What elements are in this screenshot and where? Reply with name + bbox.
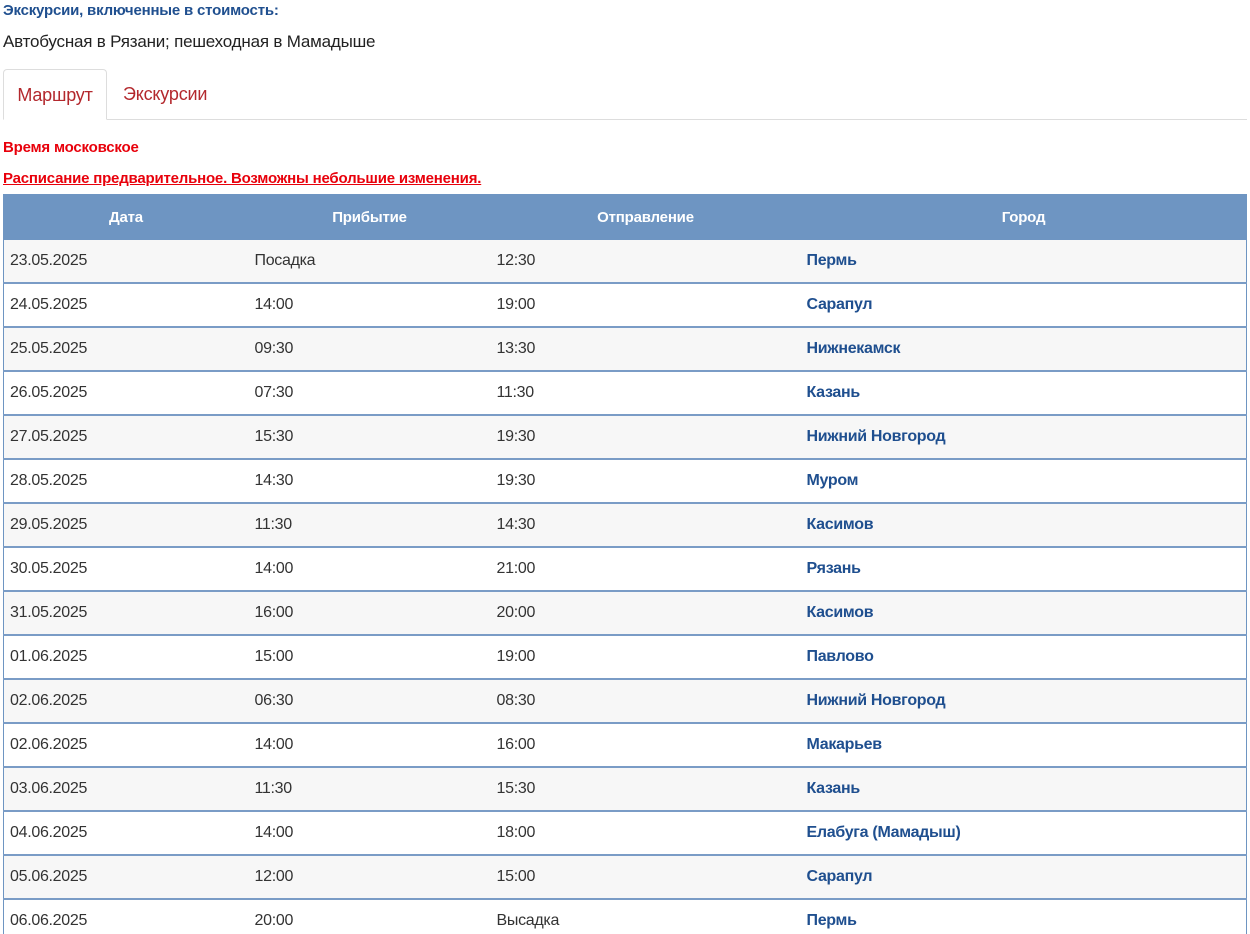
column-header-departure: Отправление [491, 195, 801, 240]
table-row [4, 635, 1247, 679]
cell-arrival: 14:30 [249, 459, 491, 503]
cell-departure: 13:30 [491, 327, 801, 371]
column-header-city: Город [801, 195, 1247, 240]
cell-departure: 16:00 [491, 723, 801, 767]
cell-departure: 21:00 [491, 547, 801, 591]
table-header-row [4, 195, 1247, 240]
tab-excursions[interactable]: Экскурсии [123, 84, 208, 104]
cell-arrival: 11:30 [249, 767, 491, 811]
cell-date: 03.06.2025 [4, 767, 249, 811]
cell-departure: 11:30 [491, 371, 801, 415]
table-row [4, 503, 1247, 547]
cell-city-link[interactable]: Муром [801, 459, 1247, 503]
excursions-included-text: Автобусная в Рязани; пешеходная в Мамадыше [3, 32, 376, 51]
table-row [4, 679, 1247, 723]
cell-date: 01.06.2025 [4, 635, 249, 679]
cell-city-link[interactable]: Касимов [801, 503, 1247, 547]
table-row [4, 327, 1247, 371]
cell-city-link[interactable]: Казань [801, 371, 1247, 415]
cell-departure: Высадка [491, 899, 801, 934]
cell-departure: 18:00 [491, 811, 801, 855]
column-header-arrival: Прибытие [249, 195, 491, 240]
cell-departure: 20:00 [491, 591, 801, 635]
cell-arrival: 14:00 [249, 547, 491, 591]
cell-arrival: 11:30 [249, 503, 491, 547]
tab-bar [3, 69, 1247, 120]
cell-date: 28.05.2025 [4, 459, 249, 503]
cell-departure: 14:30 [491, 503, 801, 547]
cell-date: 31.05.2025 [4, 591, 249, 635]
cell-city-link[interactable]: Елабуга (Мамадыш) [801, 811, 1247, 855]
cell-arrival: 15:30 [249, 415, 491, 459]
cell-city-link[interactable]: Сарапул [801, 283, 1247, 327]
cell-arrival: 14:00 [249, 723, 491, 767]
cell-departure: 15:30 [491, 767, 801, 811]
schedule-notice: Расписание предварительное. Возможны небольшие изменения. [3, 170, 482, 187]
cell-city-link[interactable]: Пермь [801, 899, 1247, 934]
cell-date: 27.05.2025 [4, 415, 249, 459]
cell-arrival: 12:00 [249, 855, 491, 899]
table-row [4, 811, 1247, 855]
cell-arrival: 16:00 [249, 591, 491, 635]
cell-date: 25.05.2025 [4, 327, 249, 371]
cell-arrival: 14:00 [249, 811, 491, 855]
table-row [4, 591, 1247, 635]
cell-departure: 19:00 [491, 283, 801, 327]
cell-city-link[interactable]: Нижний Новгород [801, 415, 1247, 459]
table-row [4, 723, 1247, 767]
table-row [4, 415, 1247, 459]
cell-city-link[interactable]: Касимов [801, 591, 1247, 635]
table-row [4, 371, 1247, 415]
cell-date: 23.05.2025 [4, 240, 249, 284]
cell-departure: 08:30 [491, 679, 801, 723]
cell-date: 02.06.2025 [4, 679, 249, 723]
cell-city-link[interactable]: Пермь [801, 240, 1247, 284]
cell-arrival: 15:00 [249, 635, 491, 679]
cell-date: 04.06.2025 [4, 811, 249, 855]
cell-city-link[interactable]: Нижний Новгород [801, 679, 1247, 723]
cell-city-link[interactable]: Макарьев [801, 723, 1247, 767]
table-row [4, 547, 1247, 591]
cell-departure: 19:00 [491, 635, 801, 679]
cell-city-link[interactable]: Павлово [801, 635, 1247, 679]
table-row [4, 240, 1247, 284]
table-row [4, 459, 1247, 503]
table-row [4, 283, 1247, 327]
cell-departure: 19:30 [491, 415, 801, 459]
cell-city-link[interactable]: Казань [801, 767, 1247, 811]
cell-date: 29.05.2025 [4, 503, 249, 547]
cell-date: 05.06.2025 [4, 855, 249, 899]
column-header-date: Дата [4, 195, 249, 240]
table-row [4, 767, 1247, 811]
cell-date: 02.06.2025 [4, 723, 249, 767]
cell-arrival: Посадка [249, 240, 491, 284]
cell-arrival: 06:30 [249, 679, 491, 723]
cell-city-link[interactable]: Рязань [801, 547, 1247, 591]
cell-arrival: 14:00 [249, 283, 491, 327]
cell-date: 06.06.2025 [4, 899, 249, 934]
time-zone-notice: Время московское [3, 139, 139, 156]
table-row [4, 899, 1247, 934]
cell-arrival: 20:00 [249, 899, 491, 934]
cell-date: 24.05.2025 [4, 283, 249, 327]
cell-departure: 19:30 [491, 459, 801, 503]
table-body [4, 240, 1247, 934]
cell-city-link[interactable]: Нижнекамск [801, 327, 1247, 371]
cell-arrival: 09:30 [249, 327, 491, 371]
cell-departure: 15:00 [491, 855, 801, 899]
cell-date: 30.05.2025 [4, 547, 249, 591]
cell-city-link[interactable]: Сарапул [801, 855, 1247, 899]
table-row [4, 855, 1247, 899]
cell-arrival: 07:30 [249, 371, 491, 415]
excursions-heading: Экскурсии, включенные в стоимость: [3, 2, 279, 19]
cell-departure: 12:30 [491, 240, 801, 284]
cell-date: 26.05.2025 [4, 371, 249, 415]
tab-route[interactable]: Маршрут [3, 69, 107, 120]
route-schedule-table [3, 194, 1247, 934]
